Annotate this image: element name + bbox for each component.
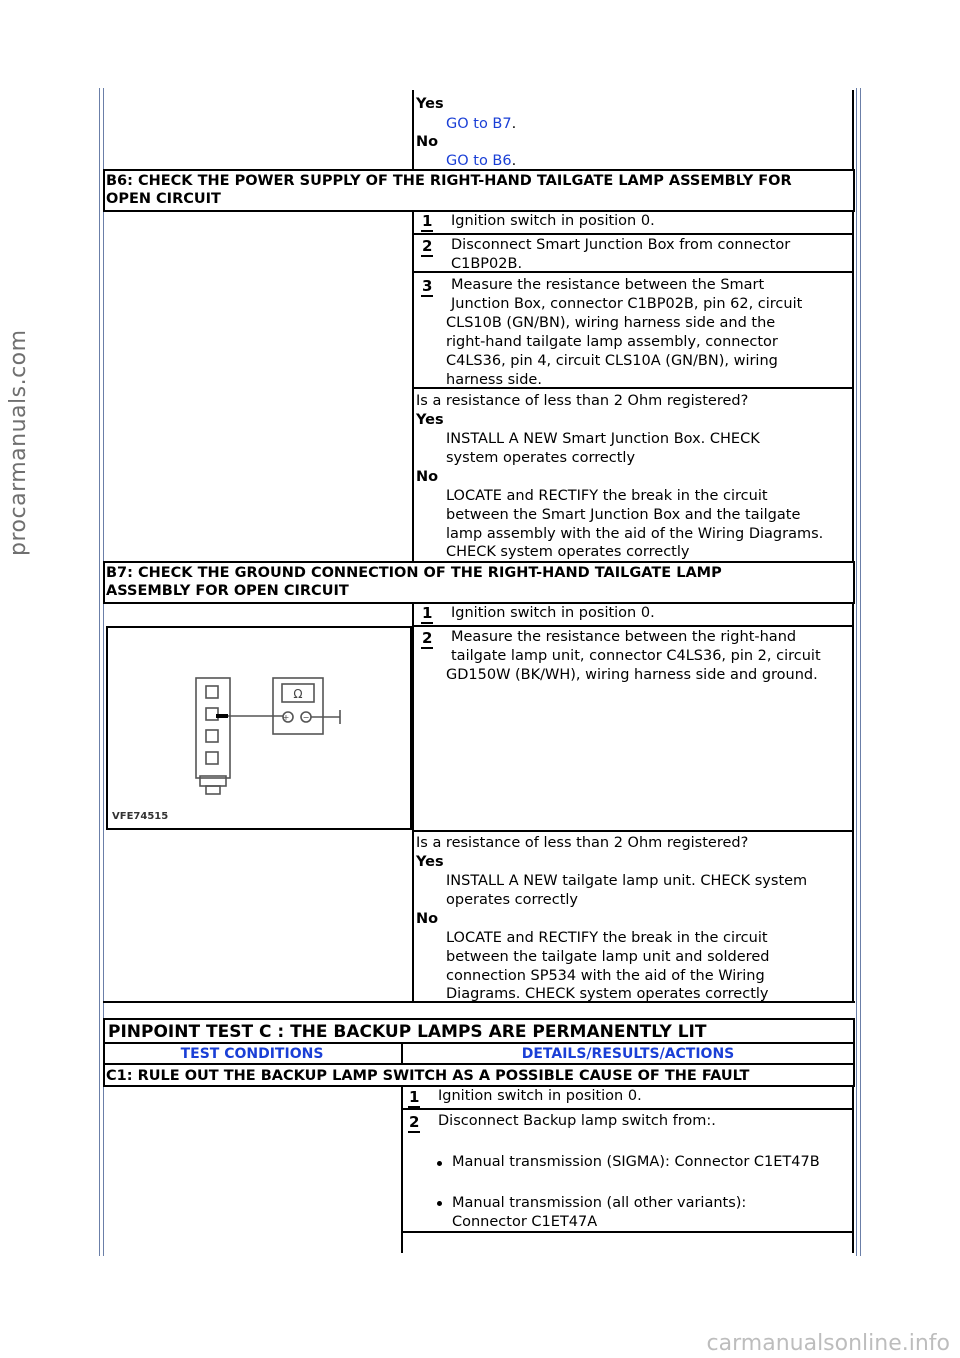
b7-no-line1: LOCATE and RECTIFY the break in the circuit xyxy=(446,930,768,946)
c1-step1-text: Ignition switch in position 0. xyxy=(438,1088,642,1104)
go-to-b7-link[interactable]: GO to B7 xyxy=(446,116,512,132)
b7-step1-number: 1 xyxy=(422,604,433,622)
b6-yes-line2: system operates correctly xyxy=(446,450,636,466)
b6-step2-line1: Disconnect Smart Junction Box from connector xyxy=(451,237,791,253)
col-test-conditions: TEST CONDITIONS xyxy=(180,1046,324,1062)
b7-step2-line3: GD150W (BK/WH), wiring harness side and ground. xyxy=(446,667,818,683)
b6-step3-line3: CLS10B (GN/BN), wiring harness side and the xyxy=(446,315,776,331)
b7-no-line4: Diagrams. CHECK system operates correctly xyxy=(446,986,769,1002)
b7-step1-text: Ignition switch in position 0. xyxy=(451,605,655,621)
probe-tip xyxy=(216,714,228,718)
top-no-label: No xyxy=(416,134,439,150)
c1-step1-number: 1 xyxy=(409,1088,420,1106)
b7-title-line2: ASSEMBLY FOR OPEN CIRCUIT xyxy=(106,583,349,599)
figure-label: VFE74515 xyxy=(112,811,169,822)
b6-title-line1: B6: CHECK THE POWER SUPPLY OF THE RIGHT-HAND TAILGATE LAMP ASSEMBLY FOR xyxy=(106,173,792,189)
ohm-symbol: Ω xyxy=(293,687,303,701)
b6-no-line2: between the Smart Junction Box and the tailgate xyxy=(446,507,801,523)
b6-step2-line2: C1BP02B. xyxy=(451,256,523,272)
c1-bullet1-text: Manual transmission (SIGMA): Connector C1ET47B xyxy=(452,1154,820,1170)
top-yes-label: Yes xyxy=(416,96,444,112)
b6-row-line-1 xyxy=(412,233,854,235)
page-margin-right-inner xyxy=(856,88,857,1256)
connector-pin-4 xyxy=(206,752,218,764)
go-to-b6-link[interactable]: GO to B6 xyxy=(446,153,512,169)
b6-step3-line5: C4LS36, pin 4, circuit CLS10A (GN/BN), wiring xyxy=(446,353,778,369)
c1-right-border xyxy=(852,1085,854,1253)
b6-step1-text: Ignition switch in position 0. xyxy=(451,213,655,229)
pinpoint-c-title: PINPOINT TEST C : THE BACKUP LAMPS ARE PERMANENTLY LIT xyxy=(108,1022,707,1042)
bullet-dot-2 xyxy=(437,1201,442,1206)
b6-question: Is a resistance of less than 2 Ohm registered? xyxy=(416,393,749,409)
c1-bullet2-line1: Manual transmission (all other variants): xyxy=(452,1195,747,1211)
b7-question: Is a resistance of less than 2 Ohm registered? xyxy=(416,835,749,851)
b6-yes-label: Yes xyxy=(416,412,444,428)
b7-right-border xyxy=(852,603,854,1003)
b7-title-line1: B7: CHECK THE GROUND CONNECTION OF THE RIGHT-HAND TAILGATE LAMP xyxy=(106,565,722,581)
c1-bullet2-line2: Connector C1ET47A xyxy=(452,1214,598,1230)
b6-yes-line1: INSTALL A NEW Smart Junction Box. CHECK xyxy=(446,431,760,447)
c1-row-line-1 xyxy=(401,1108,854,1110)
b6-step3-line2: Junction Box, connector C1BP02B, pin 62, circuit xyxy=(451,296,803,312)
b6-no-line3: lamp assembly with the aid of the Wiring Diagrams. xyxy=(446,526,824,542)
c1-column-divider xyxy=(401,1085,403,1253)
b7-figure-frame xyxy=(106,626,412,830)
b6-no-label: No xyxy=(416,469,439,485)
c1-step2-text: Disconnect Backup lamp switch from:. xyxy=(438,1113,716,1129)
b7-row-line-1 xyxy=(412,625,854,627)
b6-no-line1: LOCATE and RECTIFY the break in the circuit xyxy=(446,488,768,504)
b7-row-line-2 xyxy=(412,830,854,832)
b7-no-label: No xyxy=(416,911,439,927)
b7-step2-number: 2 xyxy=(422,629,433,647)
b7-no-line3: connection SP534 with the aid of the Wiring xyxy=(446,968,765,984)
connector-meter-diagram xyxy=(108,628,410,828)
b7-step2-line2: tailgate lamp unit, connector C4LS36, pin 2, circuit xyxy=(451,648,821,664)
top-no-action: GO to B6. xyxy=(446,153,517,169)
connector-latch xyxy=(206,786,220,794)
c1-step2-number: 2 xyxy=(409,1113,420,1131)
b6-step3-line6: harness side. xyxy=(446,372,542,388)
b7-step2-line1: Measure the resistance between the right-hand xyxy=(451,629,797,645)
top-yes-action: GO to B7. xyxy=(446,116,517,132)
bullet-dot-1 xyxy=(437,1161,442,1166)
plus-sign: + xyxy=(282,713,290,722)
footer-watermark: carmanualsonline.info xyxy=(706,1331,950,1356)
col-details-results-actions: DETAILS/RESULTS/ACTIONS xyxy=(521,1046,735,1062)
b6-step1-number: 1 xyxy=(422,212,433,230)
b7-yes-line1: INSTALL A NEW tailgate lamp unit. CHECK system xyxy=(446,873,808,889)
c1-title: C1: RULE OUT THE BACKUP LAMP SWITCH AS A POSSIBLE CAUSE OF THE FAULT xyxy=(106,1068,750,1084)
b6-step3-number: 3 xyxy=(422,277,433,295)
b6-step2-number: 2 xyxy=(422,237,433,255)
b7-yes-line2: operates correctly xyxy=(446,892,578,908)
b6-step3-line1: Measure the resistance between the Smart xyxy=(451,277,765,293)
b6-step3-line4: right-hand tailgate lamp assembly, connector xyxy=(446,334,778,350)
b6-no-line4: CHECK system operates correctly xyxy=(446,544,690,560)
b7-column-divider xyxy=(412,603,414,1003)
minus-sign: − xyxy=(302,713,310,722)
b6-title-line2: OPEN CIRCUIT xyxy=(106,191,221,207)
connector-pin-3 xyxy=(206,730,218,742)
connector-pin-1 xyxy=(206,686,218,698)
top-right-border xyxy=(852,90,854,170)
connector-body xyxy=(196,678,230,778)
b7-yes-label: Yes xyxy=(416,854,444,870)
page-margin-right-outer xyxy=(860,88,861,1256)
side-watermark: procarmanuals.com xyxy=(6,329,31,556)
page-margin-left-outer xyxy=(99,88,100,1256)
b7-no-line2: between the tailgate lamp unit and soldered xyxy=(446,949,770,965)
top-divider xyxy=(412,90,414,170)
